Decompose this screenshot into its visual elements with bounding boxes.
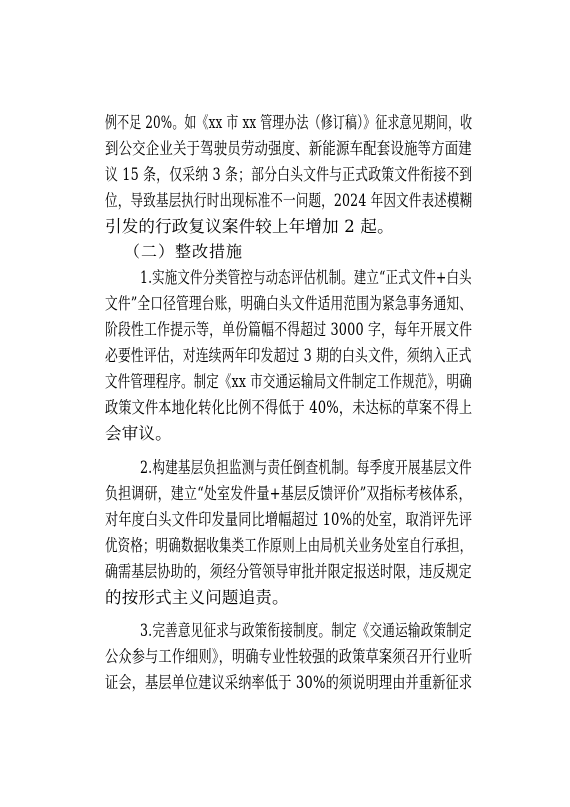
body-line: 3.完善意见征求与政策衔接制度。制定《交通运输政策制定 — [140, 621, 472, 640]
body-line: 会审议。 — [105, 424, 172, 443]
section-heading: （二）整改措施 — [124, 242, 244, 261]
body-line: 阶段性工作提示等，单份篇幅不得超过 3000 字，每年开展文件 — [105, 320, 473, 339]
body-line: 例不足 20%。如《xx 市 xx 管理办法（修订稿）》征求意见期间，收 — [105, 113, 473, 132]
body-line: 对年度白头文件印发量同比增幅超过 10%的处室，取消评先评 — [105, 510, 473, 529]
body-line: 确需基层协助的，须经分管领导审批并限定报送时限，违反规定 — [105, 562, 472, 581]
body-line: 政策文件本地化转化比例不得低于 40%，未达标的草案不得上 — [105, 398, 473, 417]
body-line: 文件”全口径管理台账，明确白头文件适用范围为紧急事务通知、 — [105, 294, 473, 313]
body-line: 位，导致基层执行时出现标准不一问题，2024 年因文件表述模糊 — [105, 191, 473, 210]
body-line: 2.构建基层负担监测与责任倒查机制。每季度开展基层文件 — [140, 458, 472, 477]
body-line: 公众参与工作细则》，明确专业性较强的政策草案须召开行业听 — [105, 647, 473, 666]
body-line: 引发的行政复议案件较上年增加 2 起。 — [105, 217, 394, 236]
body-line: 的按形式主义问题追责。 — [105, 588, 289, 607]
body-line: 到公交企业关于驾驶员劳动强度、新能源车配套设施等方面建 — [105, 139, 472, 158]
body-line: 文件管理程序。制定《xx 市交通运输局文件制定工作规范》，明确 — [105, 372, 472, 391]
body-line: 优资格；明确数据收集类工作原则上由局机关业务处室自行承担， — [105, 536, 473, 555]
body-line: 必要性评估，对连续两年印发超过 3 期的白头文件，须纳入正式 — [105, 346, 472, 365]
body-line: 议 15 条，仅采纳 3 条；部分白头文件与正式政策文件衔接不到 — [105, 165, 473, 184]
body-line: 负担调研，建立“处室发件量+基层反馈评价”双指标考核体系， — [105, 484, 472, 503]
body-line: 证会，基层单位建议采纳率低于 30%的须说明理由并重新征求 — [105, 673, 473, 692]
body-line: 1.实施文件分类管控与动态评估机制。建立“正式文件+白头 — [140, 268, 472, 287]
